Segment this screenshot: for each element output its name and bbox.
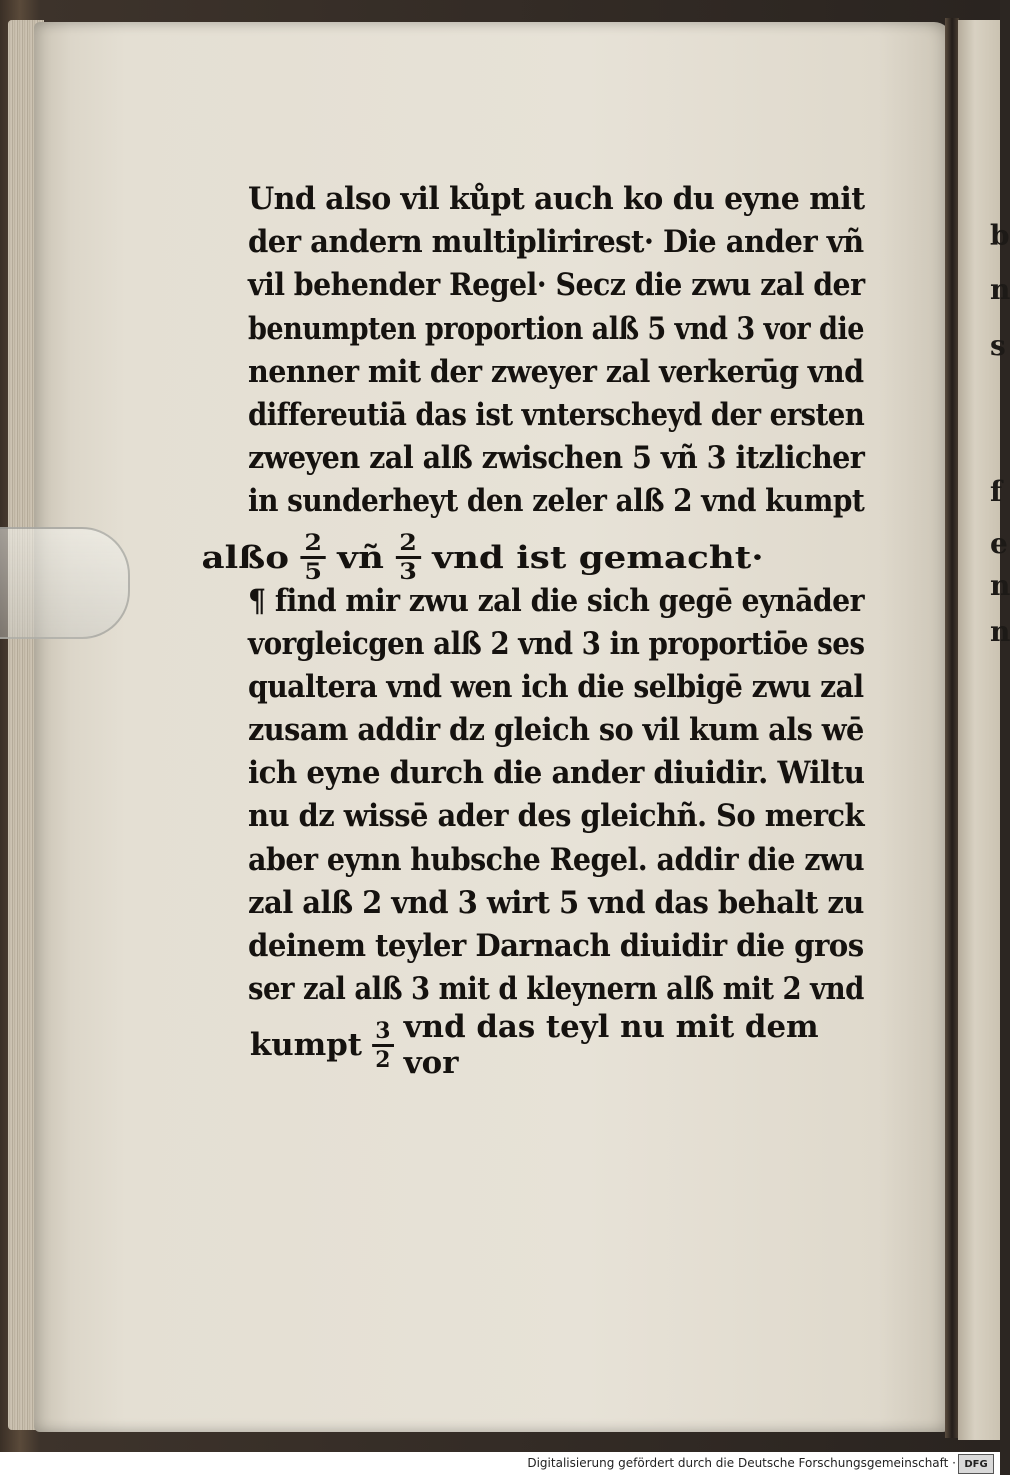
next-page-letter: n (990, 273, 1010, 306)
next-page-letter: f (990, 475, 1003, 508)
fraction-numerator: 2 (399, 530, 417, 556)
text-line: Und also vil kůpt auch ko du eyne mit (248, 181, 865, 217)
fraction-text-line (249, 1009, 866, 1082)
next-page-letter: s (990, 329, 1006, 362)
next-page-letter: e (990, 527, 1008, 560)
text-line: ¶ find mir zwu zal die sich gegē eynāder (248, 582, 865, 619)
dfg-logo: DFG (958, 1454, 994, 1474)
fraction-line-word: vñ (337, 539, 384, 576)
text-line: aber eynn hubsche Regel. addir die zwu (248, 841, 865, 878)
text-line: ich eyne durch die ander diuidir. Wiltu (248, 755, 865, 792)
text-line: deinem teyler Darnach diuidir die gros (248, 928, 864, 964)
fraction (395, 532, 420, 583)
plastic-bookmark-clip (0, 527, 130, 639)
fraction-text-line (202, 530, 915, 586)
fraction-denominator: 2 (375, 1046, 391, 1073)
text-line: ser zal alß 3 mit d kleynern alß mit 2 vnd (248, 971, 864, 1008)
text-line: zusam addir dz gleich so vil kum als wē (248, 712, 864, 749)
fraction-line-word: alßo (201, 539, 290, 576)
text-line: in sunderheyt den zeler alß 2 vnd kumpt (248, 483, 865, 520)
text-line: zweyen zal alß zwischen 5 vñ 3 itzlicher (248, 440, 865, 477)
fraction-denominator: 5 (304, 559, 322, 585)
text-line: qualtera vnd wen ich die selbigē zwu zal (248, 668, 864, 705)
book-gutter (945, 18, 959, 1438)
funding-notice: Digitalisierung gefördert durch die Deutsche Forschungsgemeinschaft · (527, 1456, 956, 1470)
text-line: nu dz wissē ader des gleichñ. So merck (248, 798, 865, 835)
fraction-denominator: 3 (399, 559, 417, 585)
text-line: vil behender Regel· Secz die zwu zal der (248, 267, 865, 304)
text-line: zal alß 2 vnd 3 wirt 5 vnd das behalt zu (248, 884, 864, 921)
fraction-numerator: 3 (375, 1017, 391, 1044)
printed-text-block (201, 181, 868, 1082)
text-line: der andern multiplirirest· Die ander vñ (248, 224, 864, 261)
next-page-letter: n (990, 569, 1010, 602)
fraction-line-word: vnd ist gemacht· (432, 539, 764, 576)
fraction-numerator: 2 (304, 530, 322, 556)
fraction (372, 1017, 394, 1073)
next-page-letter: n (990, 615, 1010, 648)
fraction (301, 532, 326, 583)
next-page-letter: b (990, 219, 1010, 252)
fraction-line-word: kumpt (249, 1027, 363, 1064)
fraction-line-word: vnd das teyl nu mit dem vor (403, 1009, 819, 1082)
text-line: vorgleicgen alß 2 vnd 3 in proportiōe ses (248, 625, 865, 662)
text-line: differeutiā das ist vnterscheyd der ersten (248, 396, 865, 433)
text-line: benumpten proportion alß 5 vnd 3 vor die (248, 310, 864, 347)
text-line: nenner mit der zweyer zal verkerūg vnd (248, 353, 864, 390)
